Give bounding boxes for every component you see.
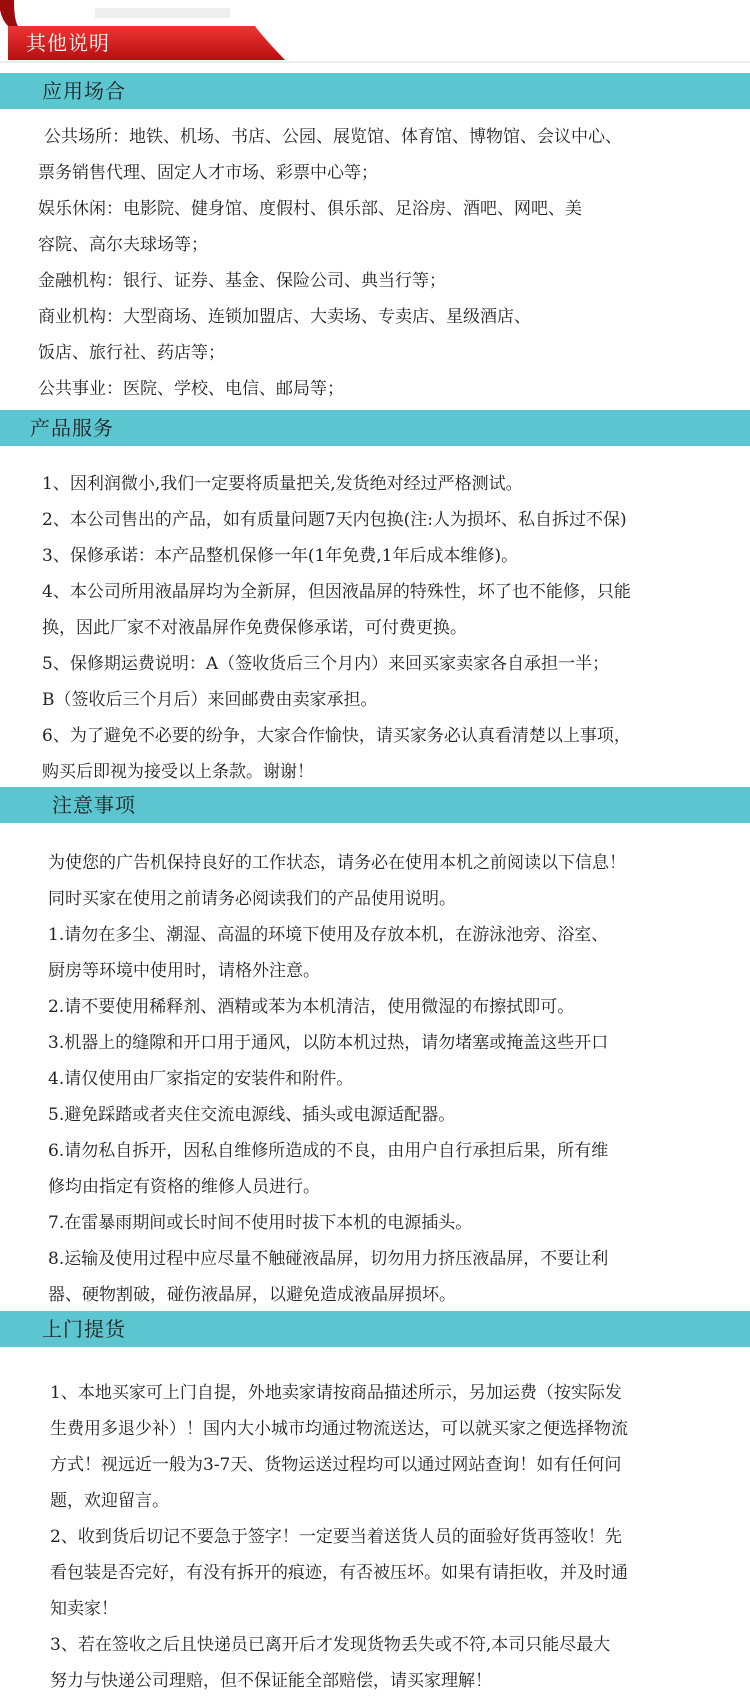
text-line: 4、本公司所用液晶屏均为全新屏，但因液晶屏的特殊性，坏了也不能修，只能 (42, 582, 631, 602)
text-line: 4.请仅使用由厂家指定的安装件和附件。 (48, 1069, 354, 1089)
text-line: 3、若在签收之后且快递员已离开后才发现货物丢失或不符,本司只能尽最大 (50, 1635, 611, 1655)
text-line: 换，因此厂家不对液晶屏作免费保修承诺，可付费更换。 (42, 618, 467, 638)
text-line: 饭店、旅行社、药店等； (38, 343, 225, 363)
text-line: 容院、高尔夫球场等； (38, 235, 208, 255)
text-line: 5.避免踩踏或者夹住交流电源线、插头或电源适配器。 (48, 1105, 456, 1125)
text-line: 7.在雷暴雨期间或长时间不使用时拔下本机的电源插头。 (48, 1213, 473, 1233)
text-line: 方式！视远近一般为3-7天、货物运送过程均可以通过网站查询！如有任何问 (50, 1455, 622, 1475)
text-line: 同时买家在使用之前请务必阅读我们的产品使用说明。 (48, 889, 456, 909)
section-bar-applications (0, 73, 750, 109)
text-line: 商业机构：大型商场、连锁加盟店、大卖场、专卖店、星级酒店、 (38, 307, 531, 327)
text-line: B（签收后三个月后）来回邮费由卖家承担。 (42, 690, 378, 710)
text-line: 1.请勿在多尘、潮湿、高温的环境下使用及存放本机，在游泳池旁、浴室、 (48, 925, 609, 945)
text-line: 6.请勿私自拆开，因私自维修所造成的不良，由用户自行承担后果，所有维 (48, 1141, 609, 1161)
text-line: 1、本地买家可上门自提，外地卖家请按商品描述所示，另加运费（按实际发 (50, 1383, 622, 1403)
text-line: 购买后即视为接受以上条款。谢谢！ (42, 762, 314, 782)
text-line: 知卖家！ (50, 1599, 118, 1619)
banner-graphic (0, 0, 750, 64)
text-line: 公共事业：医院、学校、电信、邮局等； (38, 379, 344, 399)
text-line: 金融机构：银行、证券、基金、保险公司、典当行等； (38, 271, 446, 291)
text-line: 娱乐休闲：电影院、健身馆、度假村、俱乐部、足浴房、酒吧、网吧、美 (38, 199, 582, 219)
section-bar-pickup (0, 1311, 750, 1347)
text-line: 器、硬物割破，碰伤液晶屏，以避免造成液晶屏损坏。 (48, 1285, 456, 1305)
text-line: 6、为了避免不必要的纷争，大家合作愉快，请买家务必认真看清楚以上事项， (42, 726, 631, 746)
text-line: 厨房等环境中使用时，请格外注意。 (48, 961, 320, 981)
text-line: 努力与快递公司理赔，但不保证能全部赔偿，请买家理解！ (50, 1671, 492, 1691)
text-line: 3.机器上的缝隙和开口用于通风，以防本机过热，请勿堵塞或掩盖这些开口 (48, 1033, 609, 1053)
section-bar-notes (0, 787, 750, 823)
text-line: 5、保修期运费说明：A（签收货后三个月内）来回买家卖家各自承担一半； (42, 654, 610, 674)
header-banner (0, 0, 750, 64)
text-line: 看包装是否完好，有没有拆开的痕迹，有否被压坏。如果有请拒收，并及时通 (50, 1563, 628, 1583)
text-line: 为使您的广告机保持良好的工作状态，请务必在使用本机之前阅读以下信息！ (48, 853, 626, 873)
section-title: 上门提货 (42, 1317, 126, 1341)
text-line: 票务销售代理、固定人才市场、彩票中心等； (38, 163, 378, 183)
text-line: 2、本公司售出的产品，如有质量问题7天内包换(注:人为损坏、私自拆过不保) (42, 510, 627, 530)
section-title: 应用场合 (42, 79, 126, 103)
section-bar-product-service (0, 410, 750, 446)
text-line: 生费用多退少补）！国内大小城市均通过物流送达，可以就买家之便选择物流 (50, 1419, 628, 1439)
text-line: 8.运输及使用过程中应尽量不触碰液晶屏，切勿用力挤压液晶屏，不要让利 (48, 1249, 609, 1269)
text-line: 题，欢迎留言。 (50, 1491, 169, 1511)
text-line: 修均由指定有资格的维修人员进行。 (48, 1177, 320, 1197)
section-title: 注意事项 (52, 793, 136, 817)
section-title: 产品服务 (30, 416, 114, 440)
text-line: 2.请不要使用稀释剂、酒精或苯为本机清洁，使用微湿的布擦拭即可。 (48, 997, 575, 1017)
header-title: 其他说明 (26, 31, 110, 55)
text-line: 1、因利润微小,我们一定要将质量把关,发货绝对经过严格测试。 (42, 474, 523, 494)
text-line: 公共场所：地铁、机场、书店、公园、展览馆、体育馆、博物馆、会议中心、 (44, 127, 622, 147)
text-line: 2、收到货后切记不要急于签字！一定要当着送货人员的面验好货再签收！先 (50, 1527, 622, 1547)
text-line: 3、保修承诺：本产品整机保修一年(1年免费,1年后成本维修)。 (42, 546, 519, 566)
